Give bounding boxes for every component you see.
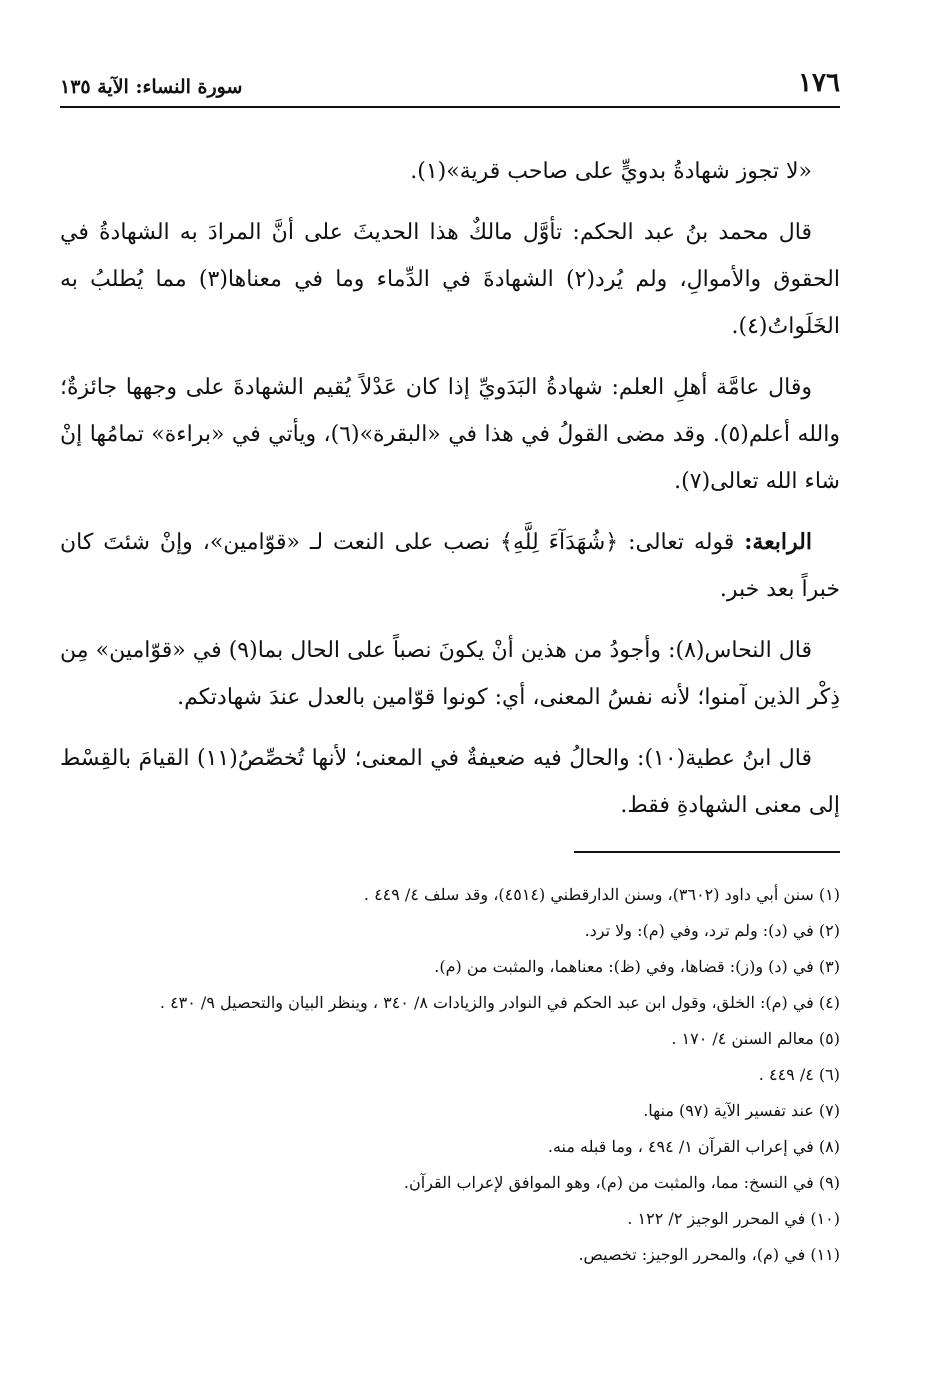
footnote: (٣) في (د) و(ز): قضاها، وفي (ظ): معناهما، والمثبت من (م). (434, 957, 840, 976)
footnote: (١) سنن أبي داود (٣٦٠٢)، وسنن الدارقطني (٤٥١٤)، وقد سلف ٤/ ٤٤٩ . (363, 885, 840, 904)
footnotes (60, 877, 840, 1273)
footnote: (٦) ٤/ ٤٤٩ . (758, 1065, 840, 1084)
paragraph (60, 627, 840, 721)
book-page (60, 62, 840, 1273)
paragraph (60, 148, 840, 195)
footnote: (٨) في إعراب القرآن ١/ ٤٩٤ ، وما قبله منه. (547, 1137, 840, 1156)
footnote-divider (574, 851, 840, 853)
running-title: سورة النساء: الآية ١٣٥ (60, 76, 243, 98)
page-header (60, 62, 840, 108)
footnote: (١٠) في المحرر الوجيز ٢/ ١٢٢ . (627, 1209, 840, 1228)
main-text (60, 148, 840, 829)
footnote: (٩) في النسخ: مما، والمثبت من (م)، وهو الموافق لإعراب القرآن. (403, 1173, 840, 1192)
paragraph (60, 735, 840, 829)
paragraph (60, 519, 840, 613)
paragraph (60, 364, 840, 505)
paragraph-text: «لا تجوز شهادةُ بدويٍّ على صاحب قرية»(١). (410, 159, 812, 184)
page-number: ١٧٦ (798, 68, 840, 98)
section-lead: الرابعة: (744, 529, 812, 555)
paragraph-text: قال محمد بنُ عبد الحكم: تأوَّل مالكٌ هذا الحديثَ على أنَّ المرادَ به الشهادةُ في الحقوق والأموالِ، ولم يُرد(٢) الشهادةَ في الدِّماء وما في معناها(٣) مما يُطلبُ به الخَلَواتُ(٤). (60, 220, 840, 339)
paragraph-text: قال النحاس(٨): وأجودُ من هذين أنْ يكونَ نصباً على الحال بما(٩) في «قوّامين» مِن ذِكْر الذين آمنوا؛ لأنه نفسُ المعنى، أي: كونوا قوّامين بالعدل عندَ شهادتكم. (60, 638, 840, 710)
footnote: (٤) في (م): الخلق، وقول ابن عبد الحكم في النوادر والزيادات ٨/ ٣٤٠ ، وينظر البيان والتحصيل ٩/ ٤٣٠ . (159, 993, 840, 1012)
footnote: (٥) معالم السنن ٤/ ١٧٠ . (671, 1029, 840, 1048)
paragraph-text: قال ابنُ عطية(١٠): والحالُ فيه ضعيفةٌ في المعنى؛ لأنها تُخصِّصُ(١١) القيامَ بالقِسْط إلى معنى الشهادةِ فقط. (60, 746, 840, 818)
footnote: (١١) في (م)، والمحرر الوجيز: تخصيص. (578, 1245, 840, 1264)
paragraph-text: وقال عامَّة أهلِ العلم: شهادةُ البَدَويِّ إذا كان عَدْلاً يُقيم الشهادةَ على وجهها جائزةٌ؛ والله أعلم(٥). وقد مضى القولُ في هذا في «البقرة»(٦)، ويأتي في «براءة» تمامُها إنْ شاء الله تعالى(٧). (60, 375, 840, 494)
footnote: (٢) في (د): ولم ترد، وفي (م): ولا ترد. (584, 921, 840, 940)
paragraph (60, 209, 840, 350)
footnote: (٧) عند تفسير الآية (٩٧) منها. (643, 1101, 840, 1120)
paragraph-text: قوله تعالى: ﴿شُهَدَآءَ لِلَّهِ﴾ نصب على النعت لـ «قوّامين»، وإنْ شئتَ كان خبراً بعد خبر. (60, 530, 840, 602)
